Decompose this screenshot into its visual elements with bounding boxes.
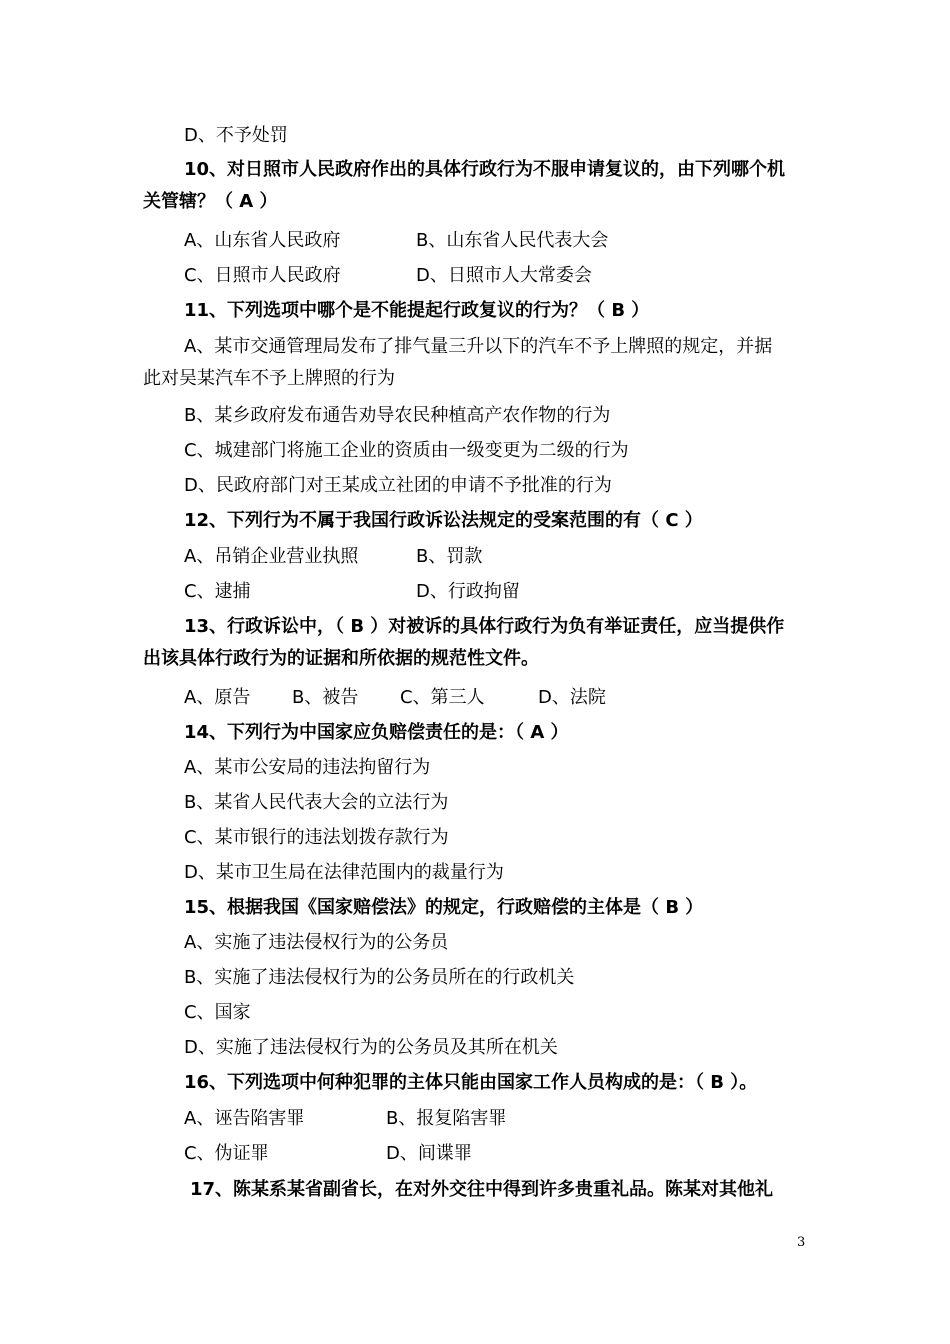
- option-b-q10: B、山东省人民代表大会: [416, 230, 609, 251]
- option-d-q10: D、日照市人大常委会: [416, 265, 592, 286]
- option-c-q11: C、城建部门将施工企业的资质由一级变更为二级的行为: [184, 440, 629, 461]
- question-10-cont: 关管辖？（ A ）: [143, 191, 278, 212]
- option-a-q11-cont: 此对吴某汽车不予上牌照的行为: [143, 368, 395, 389]
- question-17: 17、陈某系某省副省长，在对外交往中得到许多贵重礼品。陈某对其他礼: [190, 1179, 774, 1200]
- question-14: 14、下列行为中国家应负赔偿责任的是：（ A ）: [184, 722, 569, 743]
- option-c-q14: C、某市银行的违法划拨存款行为: [184, 827, 449, 848]
- option-a-q16: A、诬告陷害罪: [184, 1108, 305, 1129]
- question-15: 15、根据我国《国家赔偿法》的规定，行政赔偿的主体是（ B ）: [184, 897, 704, 918]
- page-number: 3: [797, 1235, 806, 1250]
- option-d-q13: D、法院: [538, 687, 606, 708]
- question-11: 11、下列选项中哪个是不能提起行政复议的行为？（ B ）: [184, 300, 650, 321]
- option-a-q12: A、吊销企业营业执照: [184, 546, 359, 567]
- option-d-q15: D、实施了违法侵权行为的公务员及其所在机关: [184, 1037, 558, 1058]
- option-c-q10: C、日照市人民政府: [184, 265, 341, 286]
- option-a-q15: A、实施了违法侵权行为的公务员: [184, 932, 449, 953]
- option-a-q14: A、某市公安局的违法拘留行为: [184, 757, 431, 778]
- option-c-q16: C、伪证罪: [184, 1143, 269, 1164]
- question-12: 12、下列行为不属于我国行政诉讼法规定的受案范围的有（ C ）: [184, 510, 703, 531]
- option-b-q14: B、某省人民代表大会的立法行为: [184, 792, 449, 813]
- option-d-q12: D、行政拘留: [416, 581, 520, 602]
- option-d-q11: D、民政府部门对王某成立社团的申请不予批准的行为: [184, 475, 612, 496]
- option-a-q11: A、某市交通管理局发布了排气量三升以下的汽车不予上牌照的规定，并据: [184, 336, 773, 357]
- option-c-q12: C、逮捕: [184, 581, 251, 602]
- option-b-q13: B、被告: [292, 687, 359, 708]
- question-16: 16、下列选项中何种犯罪的主体只能由国家工作人员构成的是：（ B ）。: [184, 1072, 758, 1093]
- question-13: 13、行政诉讼中，（ B ）对被诉的具体行政行为负有举证责任，应当提供作: [184, 616, 785, 637]
- option-b-q12: B、罚款: [416, 546, 483, 567]
- question-13-cont: 出该具体行政行为的证据和所依据的规范性文件。: [143, 648, 539, 669]
- option-b-q15: B、实施了违法侵权行为的公务员所在的行政机关: [184, 967, 575, 988]
- option-c-q15: C、国家: [184, 1002, 251, 1023]
- option-d-q14: D、某市卫生局在法律范围内的裁量行为: [184, 862, 504, 883]
- option-c-q13: C、第三人: [400, 687, 485, 708]
- option-a-q13: A、原告: [184, 687, 251, 708]
- option-b-q11: B、某乡政府发布通告劝导农民种植高产农作物的行为: [184, 405, 611, 426]
- option-d-q16: D、间谍罪: [386, 1143, 472, 1164]
- option-d-q9: D、不予处罚: [184, 125, 288, 146]
- option-a-q10: A、山东省人民政府: [184, 230, 341, 251]
- option-b-q16: B、报复陷害罪: [386, 1108, 507, 1129]
- question-10: 10、对日照市人民政府作出的具体行政行为不服申请复议的，由下列哪个机: [184, 159, 786, 180]
